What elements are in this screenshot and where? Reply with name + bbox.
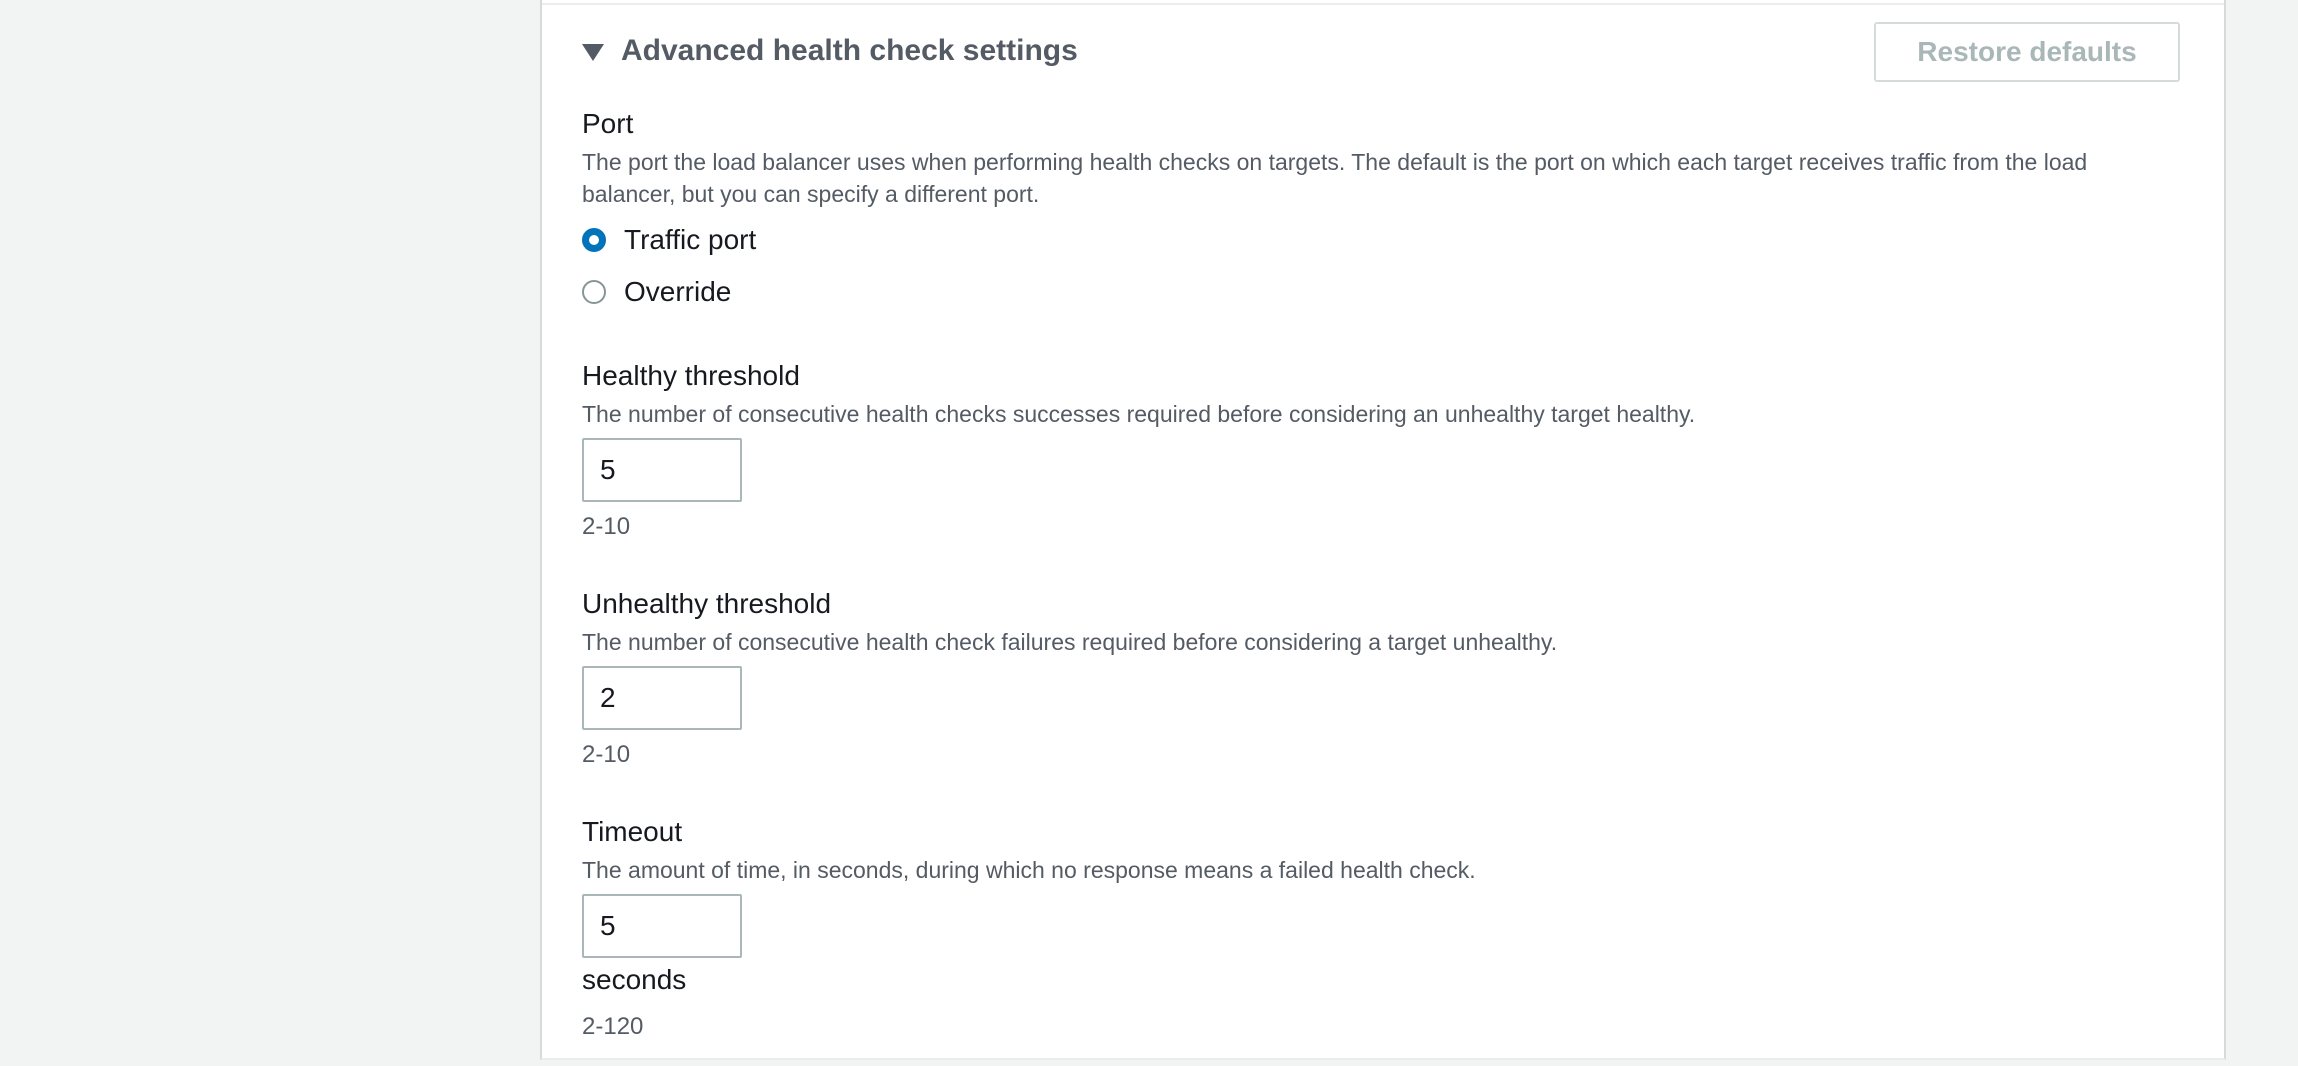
port-label: Port: [582, 108, 634, 139]
caret-down-icon[interactable]: [582, 44, 604, 61]
advanced-health-check-panel: [540, 0, 2226, 1060]
restore-defaults-button[interactable]: Restore defaults: [1874, 22, 2180, 82]
radio-button-checked[interactable]: [582, 228, 606, 252]
healthy-threshold-label: Healthy threshold: [582, 360, 800, 391]
timeout-unit: seconds: [582, 964, 687, 995]
healthy-threshold-description: The number of consecutive health checks successes required before considering an unhealthy target healthy.: [582, 401, 1696, 427]
timeout-description: The amount of time, in seconds, during which no response means a failed health check.: [582, 857, 1476, 883]
radio-override[interactable]: [582, 276, 731, 308]
timeout-input[interactable]: [582, 894, 742, 958]
timeout-label: Timeout: [582, 816, 683, 847]
healthy-threshold-input[interactable]: [582, 438, 742, 502]
divider: [542, 3, 2224, 5]
section-header[interactable]: [582, 34, 1078, 68]
port-description: The port the load balancer uses when performing health checks on targets. The default is the port on which each target receives traffic from the load balancer, but you can specify a different port.: [582, 149, 2088, 207]
healthy-threshold-constraint: 2-10: [582, 513, 631, 540]
radio-button-unchecked[interactable]: [582, 280, 606, 304]
section-title[interactable]: Advanced health check settings: [621, 34, 1078, 67]
radio-label-override[interactable]: Override: [624, 276, 732, 307]
unhealthy-threshold-constraint: 2-10: [582, 741, 631, 768]
radio-label-traffic-port[interactable]: Traffic port: [624, 224, 757, 255]
unhealthy-threshold-input[interactable]: [582, 666, 742, 730]
unhealthy-threshold-label: Unhealthy threshold: [582, 588, 832, 619]
unhealthy-threshold-description: The number of consecutive health check failures required before considering a target unhealthy.: [582, 629, 1558, 655]
timeout-constraint: 2-120: [582, 1013, 644, 1040]
radio-traffic-port[interactable]: [582, 224, 756, 256]
